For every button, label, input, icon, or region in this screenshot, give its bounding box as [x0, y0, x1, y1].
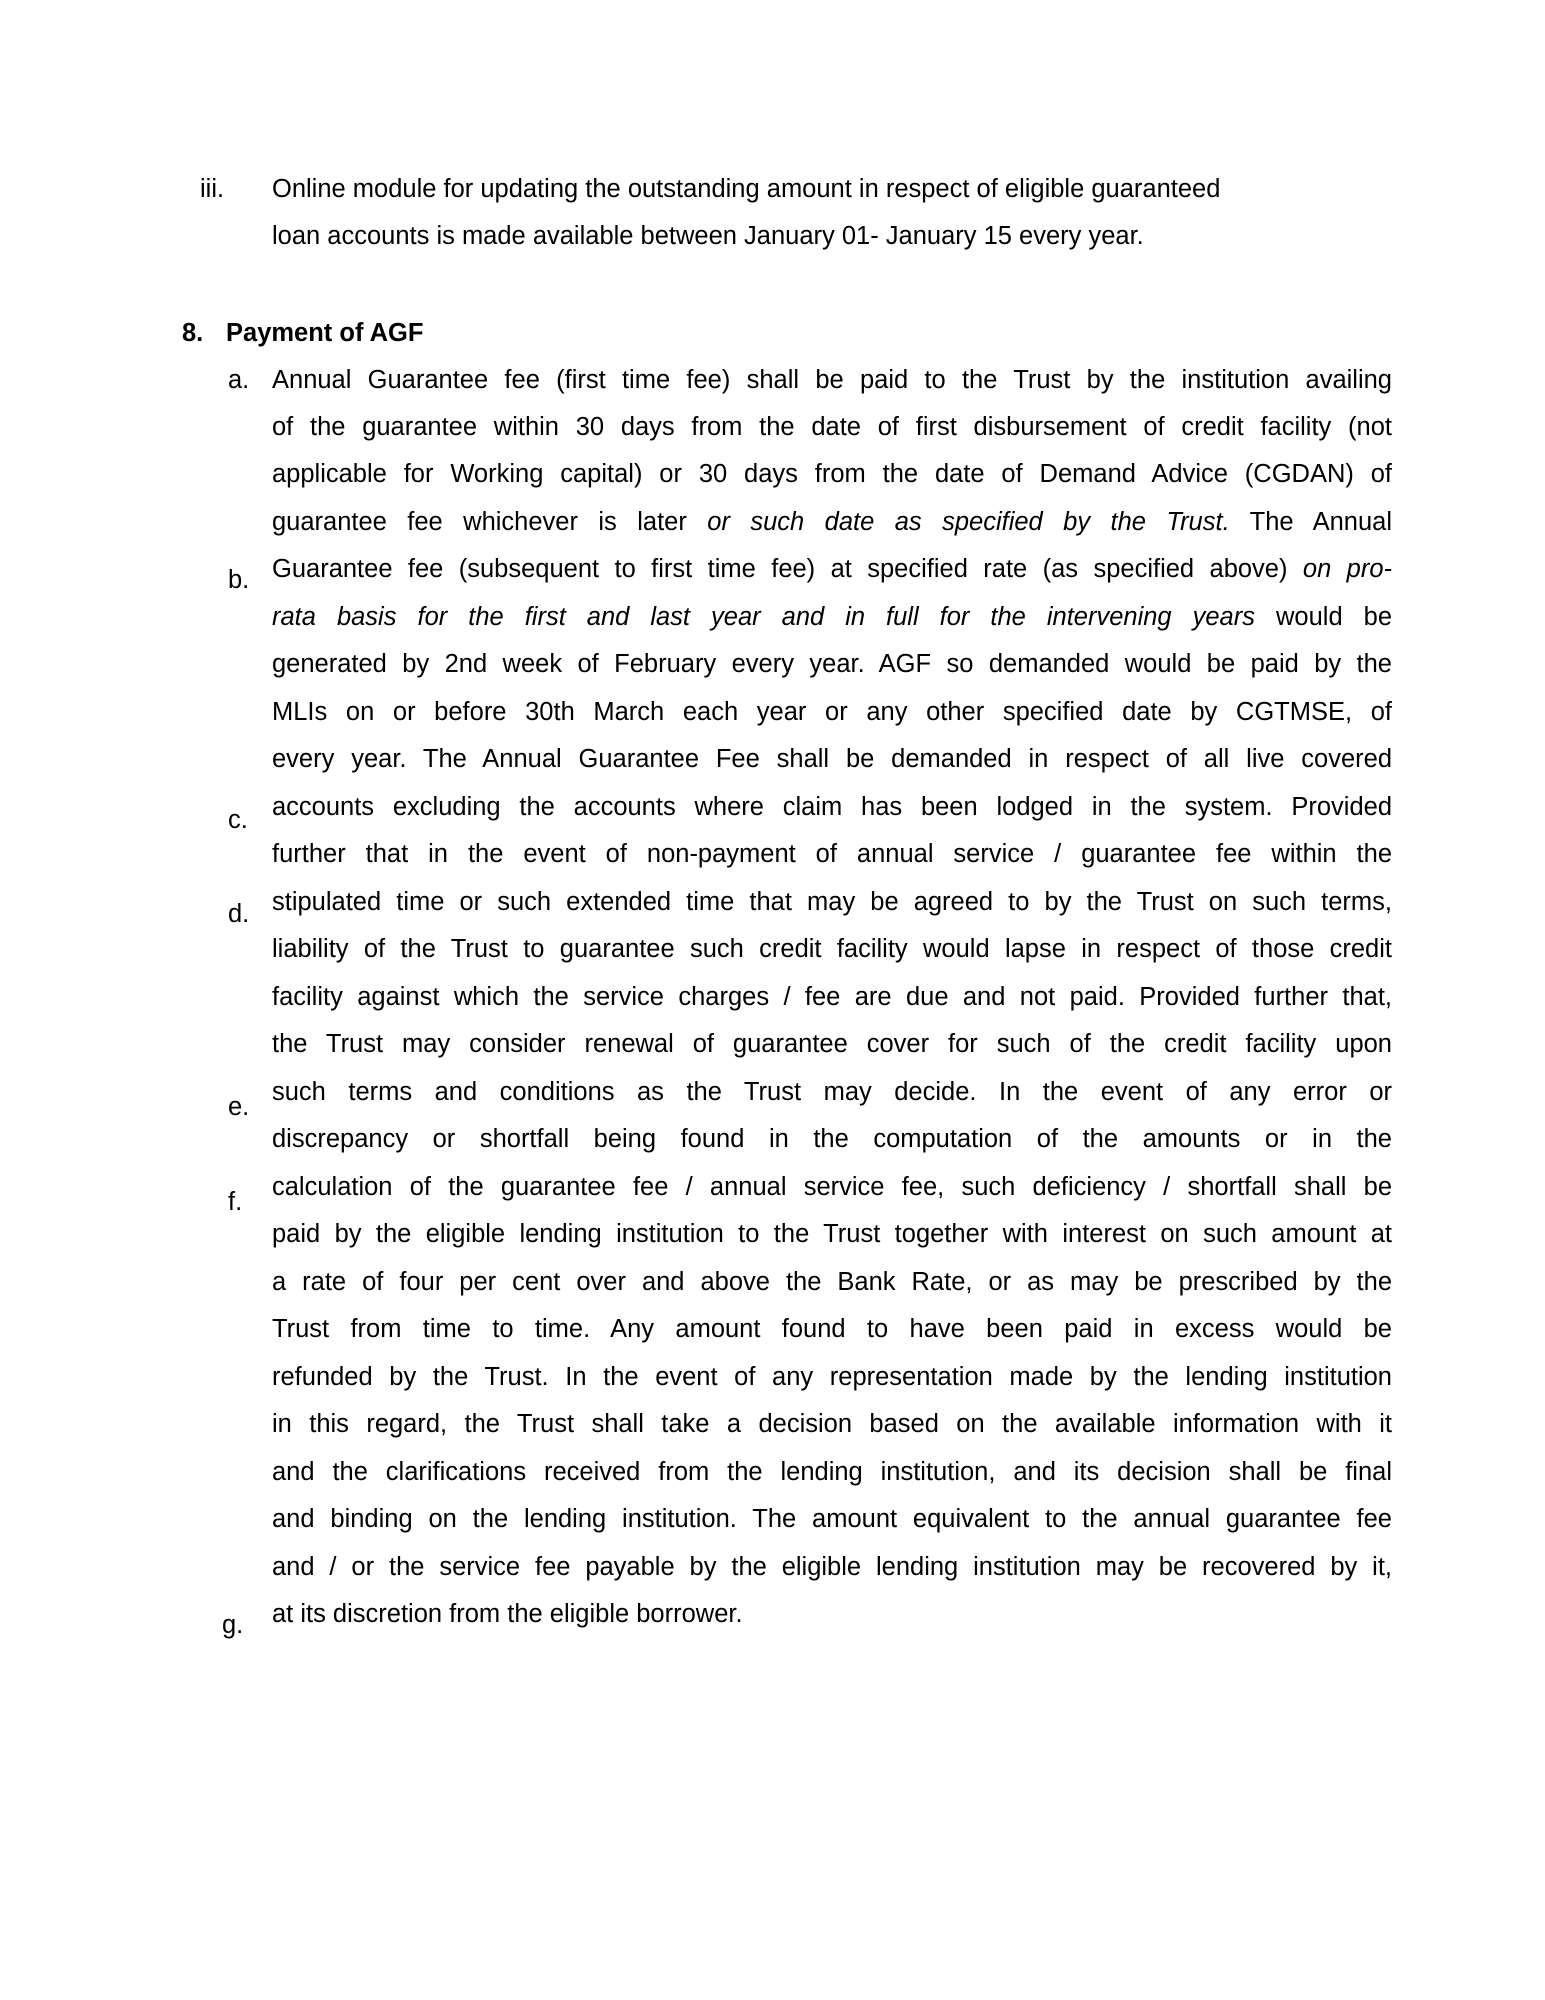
- paragraph-line: further that in the event of non-payment of annual service / guarantee fee within the: [272, 840, 1392, 868]
- section-number: 8.: [182, 319, 204, 347]
- paragraph-line: of the guarantee within 30 days from the date of first disbursement of credit facility (not: [272, 413, 1392, 441]
- paragraph-line: in this regard, the Trust shall take a decision based on the available information with it: [272, 1410, 1392, 1438]
- paragraph-line: [272, 602, 1392, 632]
- paragraph-line: applicable for Working capital) or 30 days from the date of Demand Advice (CGDAN) of: [272, 460, 1392, 488]
- text-run: guarantee fee whichever is later: [272, 508, 708, 536]
- text-run: would be: [1276, 603, 1392, 631]
- paragraph-line-last: at its discretion from the eligible borrower.: [272, 1600, 743, 1628]
- paragraph-line: stipulated time or such extended time that may be agreed to by the Trust on such terms,: [272, 888, 1392, 916]
- list-label-c: c.: [228, 806, 248, 834]
- italic-text-run: rata basis for the first and last year and in full for the intervening years: [272, 603, 1255, 631]
- list-label-e: e.: [228, 1093, 250, 1121]
- list-label-a: a.: [228, 366, 250, 394]
- paragraph-line: Annual Guarantee fee (first time fee) shall be paid to the Trust by the institution availing: [272, 366, 1392, 394]
- section-title: Payment of AGF: [226, 319, 424, 347]
- paragraph-line: such terms and conditions as the Trust may decide. In the event of any error or: [272, 1078, 1392, 1106]
- list-label-g: g.: [222, 1611, 244, 1639]
- section-heading: [182, 318, 423, 348]
- item-iii-line-2: loan accounts is made available between January 01- January 15 every year.: [272, 222, 1144, 250]
- italic-text-run: or such date as specified by the Trust.: [707, 508, 1230, 536]
- paragraph-line: MLIs on or before 30th March each year or any other specified date by CGTMSE, of: [272, 698, 1392, 726]
- list-label-iii: iii.: [200, 175, 225, 203]
- list-label-d: d.: [228, 900, 250, 928]
- paragraph-line: and the clarifications received from the lending institution, and its decision shall be final: [272, 1458, 1392, 1486]
- item-iii-line-1: Online module for updating the outstanding amount in respect of eligible guaranteed: [272, 175, 1221, 203]
- paragraph-line: calculation of the guarantee fee / annual service fee, such deficiency / shortfall shall be: [272, 1173, 1392, 1201]
- paragraph-line: the Trust may consider renewal of guarantee cover for such of the credit facility upon: [272, 1030, 1392, 1058]
- paragraph-line: facility against which the service charges / fee are due and not paid. Provided further that,: [272, 983, 1392, 1011]
- list-label-f: f.: [228, 1188, 243, 1216]
- paragraph-line: [272, 554, 1392, 584]
- text-run: Guarantee fee (subsequent to first time fee) at specified rate (as specified above): [272, 555, 1303, 583]
- paragraph-line: discrepancy or shortfall being found in the computation of the amounts or in the: [272, 1125, 1392, 1153]
- paragraph-line: generated by 2nd week of February every year. AGF so demanded would be paid by the: [272, 650, 1392, 678]
- paragraph-line: accounts excluding the accounts where claim has been lodged in the system. Provided: [272, 793, 1392, 821]
- italic-text-run: on pro-: [1302, 555, 1393, 583]
- paragraph-line: and / or the service fee payable by the eligible lending institution may be recovered by it,: [272, 1553, 1392, 1581]
- paragraph-line: every year. The Annual Guarantee Fee shall be demanded in respect of all live covered: [272, 745, 1392, 773]
- list-label-b: b.: [228, 566, 250, 594]
- paragraph-line: [272, 507, 1392, 537]
- paragraph-line: paid by the eligible lending institution to the Trust together with interest on such amount at: [272, 1220, 1392, 1248]
- paragraph-line: refunded by the Trust. In the event of any representation made by the lending institution: [272, 1363, 1392, 1391]
- text-run: The Annual: [1249, 508, 1393, 536]
- paragraph-line: liability of the Trust to guarantee such credit facility would lapse in respect of those credit: [272, 935, 1392, 963]
- paragraph-line: Trust from time to time. Any amount found to have been paid in excess would be: [272, 1315, 1392, 1343]
- paragraph-line: a rate of four per cent over and above the Bank Rate, or as may be prescribed by the: [272, 1268, 1392, 1296]
- paragraph-line: and binding on the lending institution. The amount equivalent to the annual guarantee fee: [272, 1505, 1392, 1533]
